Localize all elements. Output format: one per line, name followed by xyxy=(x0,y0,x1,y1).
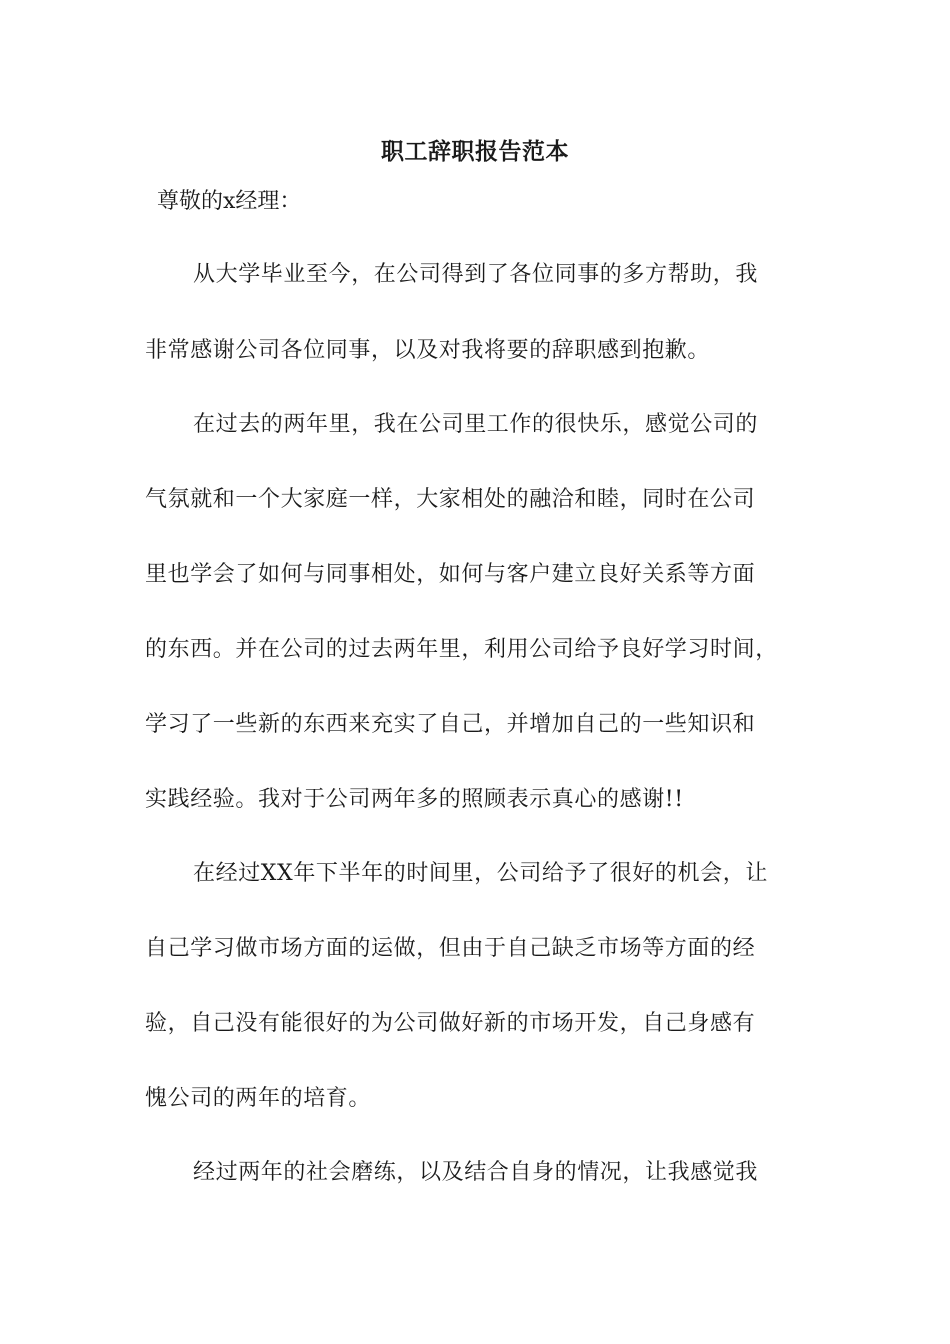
body-line: 气氛就和一个大家庭一样，大家相处的融洽和睦，同时在公司 xyxy=(145,487,756,512)
salutation: 尊敬的x经理： xyxy=(157,189,302,214)
body-line: 经过两年的社会磨练，以及结合自身的情况，让我感觉我 xyxy=(193,1160,759,1185)
body-line: 愧公司的两年的培育。 xyxy=(145,1086,372,1111)
body-line: 验，自己没有能很好的为公司做好新的市场开发，自己身感有 xyxy=(145,1011,756,1036)
body-line: 在过去的两年里，我在公司里工作的很快乐，感觉公司的 xyxy=(193,412,759,437)
body-line: 自己学习做市场方面的运做，但由于自己缺乏市场等方面的经 xyxy=(145,936,756,961)
body-line: 里也学会了如何与同事相处，如何与客户建立良好关系等方面 xyxy=(145,562,756,587)
body-line: 非常感谢公司各位同事，以及对我将要的辞职感到抱歉。 xyxy=(145,338,711,363)
body-line: 学习了一些新的东西来充实了自己，并增加自己的一些知识和 xyxy=(145,712,756,737)
body-line: 实践经验。我对于公司两年多的照顾表示真心的感谢!! xyxy=(145,787,684,812)
body-line: 从大学毕业至今，在公司得到了各位同事的多方帮助，我 xyxy=(193,262,759,287)
document-title: 职工辞职报告范本 xyxy=(381,138,569,165)
body-line: 的东西。并在公司的过去两年里，利用公司给予良好学习时间， xyxy=(145,637,778,662)
body-line: 在经过XX年下半年的时间里，公司给予了很好的机会，让 xyxy=(193,861,768,886)
